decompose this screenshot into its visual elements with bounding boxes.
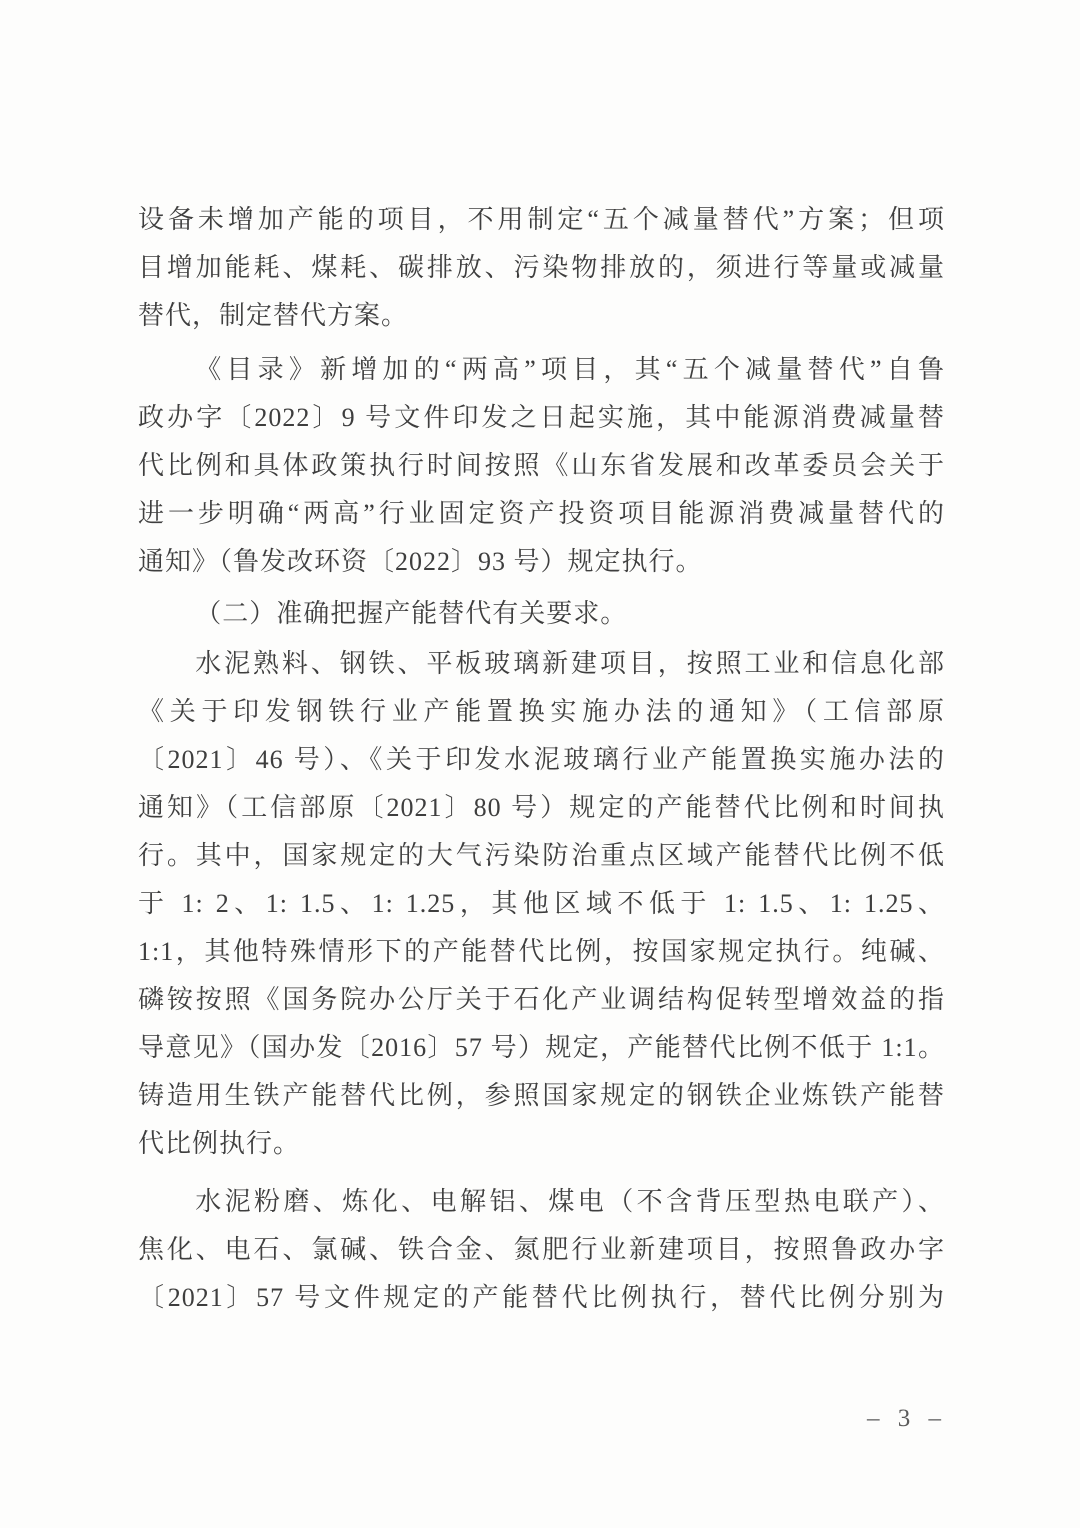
paragraph — [138, 640, 945, 1168]
text-line: 通知》（鲁发改环资〔2022〕93 号）规定执行。 — [138, 547, 703, 576]
text-line: 政办字〔2022〕9 号文件印发之日起实施，其中能源消费减量替 — [138, 403, 945, 432]
text-line: （二）准确把握产能替代有关要求。 — [195, 599, 628, 628]
text-line: 磷铵按照《国务院办公厅关于石化产业调结构促转型增效益的指 — [138, 985, 945, 1014]
text-line: 1:1，其他特殊情形下的产能替代比例，按国家规定执行。纯碱、 — [138, 937, 945, 966]
text-line: 《关于印发钢铁行业产能置换实施办法的通知》（工信部原 — [138, 697, 945, 726]
text-line: 进一步明确“两高”行业固定资产投资项目能源消费减量替代的 — [138, 499, 945, 528]
text-line: 替代，制定替代方案。 — [138, 301, 409, 330]
text-line: 设备未增加产能的项目，不用制定“五个减量替代”方案；但项 — [138, 205, 945, 234]
text-line: 行。其中，国家规定的大气污染防治重点区域产能替代比例不低 — [138, 841, 945, 870]
paragraph — [138, 196, 945, 340]
text-line: 于 1: 2、1: 1.5、1: 1.25，其他区域不低于 1: 1.5、1: 1.25、 — [138, 889, 945, 918]
text-line: 水泥粉磨、炼化、电解铝、煤电（不含背压型热电联产）、 — [195, 1187, 945, 1216]
page-number: – 3 – — [867, 1405, 947, 1432]
paragraph — [138, 590, 945, 638]
text-line: 水泥熟料、钢铁、平板玻璃新建项目，按照工业和信息化部 — [195, 649, 945, 678]
text-line: 《目录》新增加的“两高”项目，其“五个减量替代”自鲁 — [195, 355, 945, 384]
text-line: 目增加能耗、煤耗、碳排放、污染物排放的，须进行等量或减量 — [138, 253, 945, 282]
paragraph — [138, 1178, 945, 1322]
text-line: 代比例执行。 — [138, 1129, 301, 1158]
text-line: 导意见》（国办发〔2016〕57 号）规定，产能替代比例不低于 1:1。 — [138, 1033, 945, 1062]
text-line: 〔2021〕46 号）、《关于印发水泥玻璃行业产能置换实施办法的 — [138, 745, 945, 774]
text-line: 焦化、电石、氯碱、铁合金、氮肥行业新建项目，按照鲁政办字 — [138, 1235, 945, 1264]
text-line: 通知》（工信部原〔2021〕80 号）规定的产能替代比例和时间执 — [138, 793, 945, 822]
text-line: 〔2021〕57 号文件规定的产能替代比例执行，替代比例分别为 — [138, 1283, 945, 1312]
text-line: 代比例和具体政策执行时间按照《山东省发展和改革委员会关于 — [138, 451, 945, 480]
document-body — [138, 196, 945, 1322]
paragraph — [138, 346, 945, 586]
text-line: 铸造用生铁产能替代比例，参照国家规定的钢铁企业炼铁产能替 — [138, 1081, 945, 1110]
